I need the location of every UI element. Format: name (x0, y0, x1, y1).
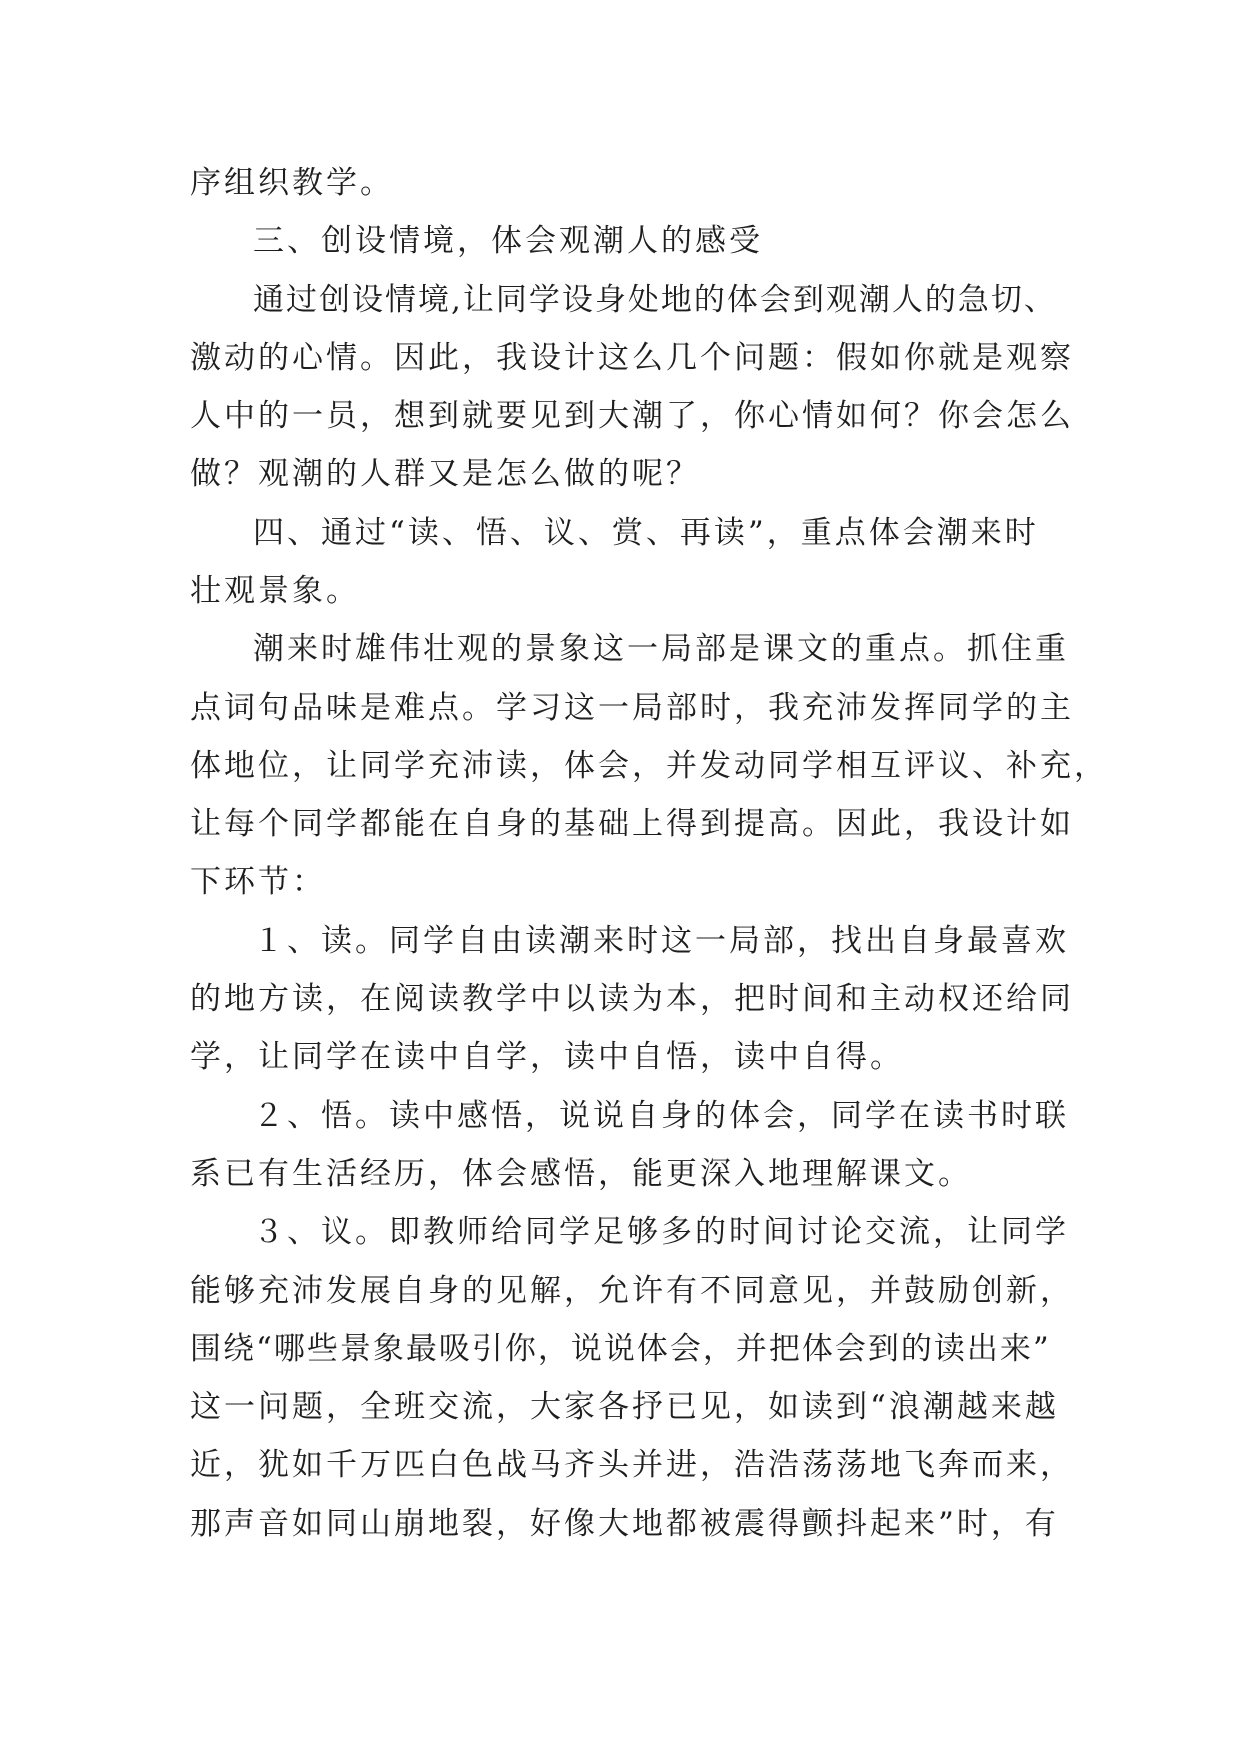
text-line: 让每个同学都能在自身的基础上得到提高。因此，我设计如 (190, 806, 1074, 842)
text-line: 的地方读，在阅读教学中以读为本，把时间和主动权还给同 (190, 981, 1074, 1017)
text-line: 人中的一员，想到就要见到大潮了，你心情如何？你会怎么 (190, 398, 1074, 434)
text-line: 激动的心情。因此，我设计这么几个问题：假如你就是观察 (190, 340, 1074, 376)
text-line: 那声音如同山崩地裂，好像大地都被震得颤抖起来”时，有 (190, 1506, 1059, 1542)
text-line: 下环节： (190, 864, 326, 900)
text-line: 系已有生活经历，体会感悟，能更深入地理解课文。 (190, 1156, 972, 1192)
list-item: ２、悟。读中感悟，说说自身的体会，同学在读书时联 (253, 1098, 1069, 1134)
text-line: 体地位，让同学充沛读，体会，并发动同学相互评议、补充， (190, 748, 1108, 784)
text-line: 这一问题，全班交流，大家各抒已见，如读到“浪潮越来越 (190, 1389, 1059, 1425)
section-heading: 三、创设情境，体会观潮人的感受 (253, 223, 763, 259)
text-line: 壮观景象。 (190, 573, 360, 609)
text-line: 近，犹如千万匹白色战马齐头并进，浩浩荡荡地飞奔而来， (190, 1447, 1074, 1483)
text-line: 能够充沛发展自身的见解，允许有不同意见，并鼓励创新， (190, 1273, 1074, 1309)
text-line: 点词句品味是难点。学习这一局部时，我充沛发挥同学的主 (190, 690, 1074, 726)
text-line: 通过创设情境,让同学设身处地的体会到观潮人的急切、 (253, 282, 1057, 318)
list-item: ３、议。即教师给同学足够多的时间讨论交流，让同学 (253, 1214, 1069, 1250)
list-item: １、读。同学自由读潮来时这一局部，找出自身最喜欢 (253, 923, 1069, 959)
section-heading: 四、通过“读、悟、议、赏、再读”，重点体会潮来时 (253, 515, 1039, 551)
text-line: 序组织教学。 (190, 165, 394, 201)
text-line: 做？观潮的人群又是怎么做的呢？ (190, 456, 700, 492)
text-line: 潮来时雄伟壮观的景象这一局部是课文的重点。抓住重 (253, 631, 1069, 667)
text-line: 围绕“哪些景象最吸引你，说说体会，并把体会到的读出来” (190, 1331, 1051, 1367)
text-line: 学，让同学在读中自学，读中自悟，读中自得。 (190, 1039, 904, 1075)
